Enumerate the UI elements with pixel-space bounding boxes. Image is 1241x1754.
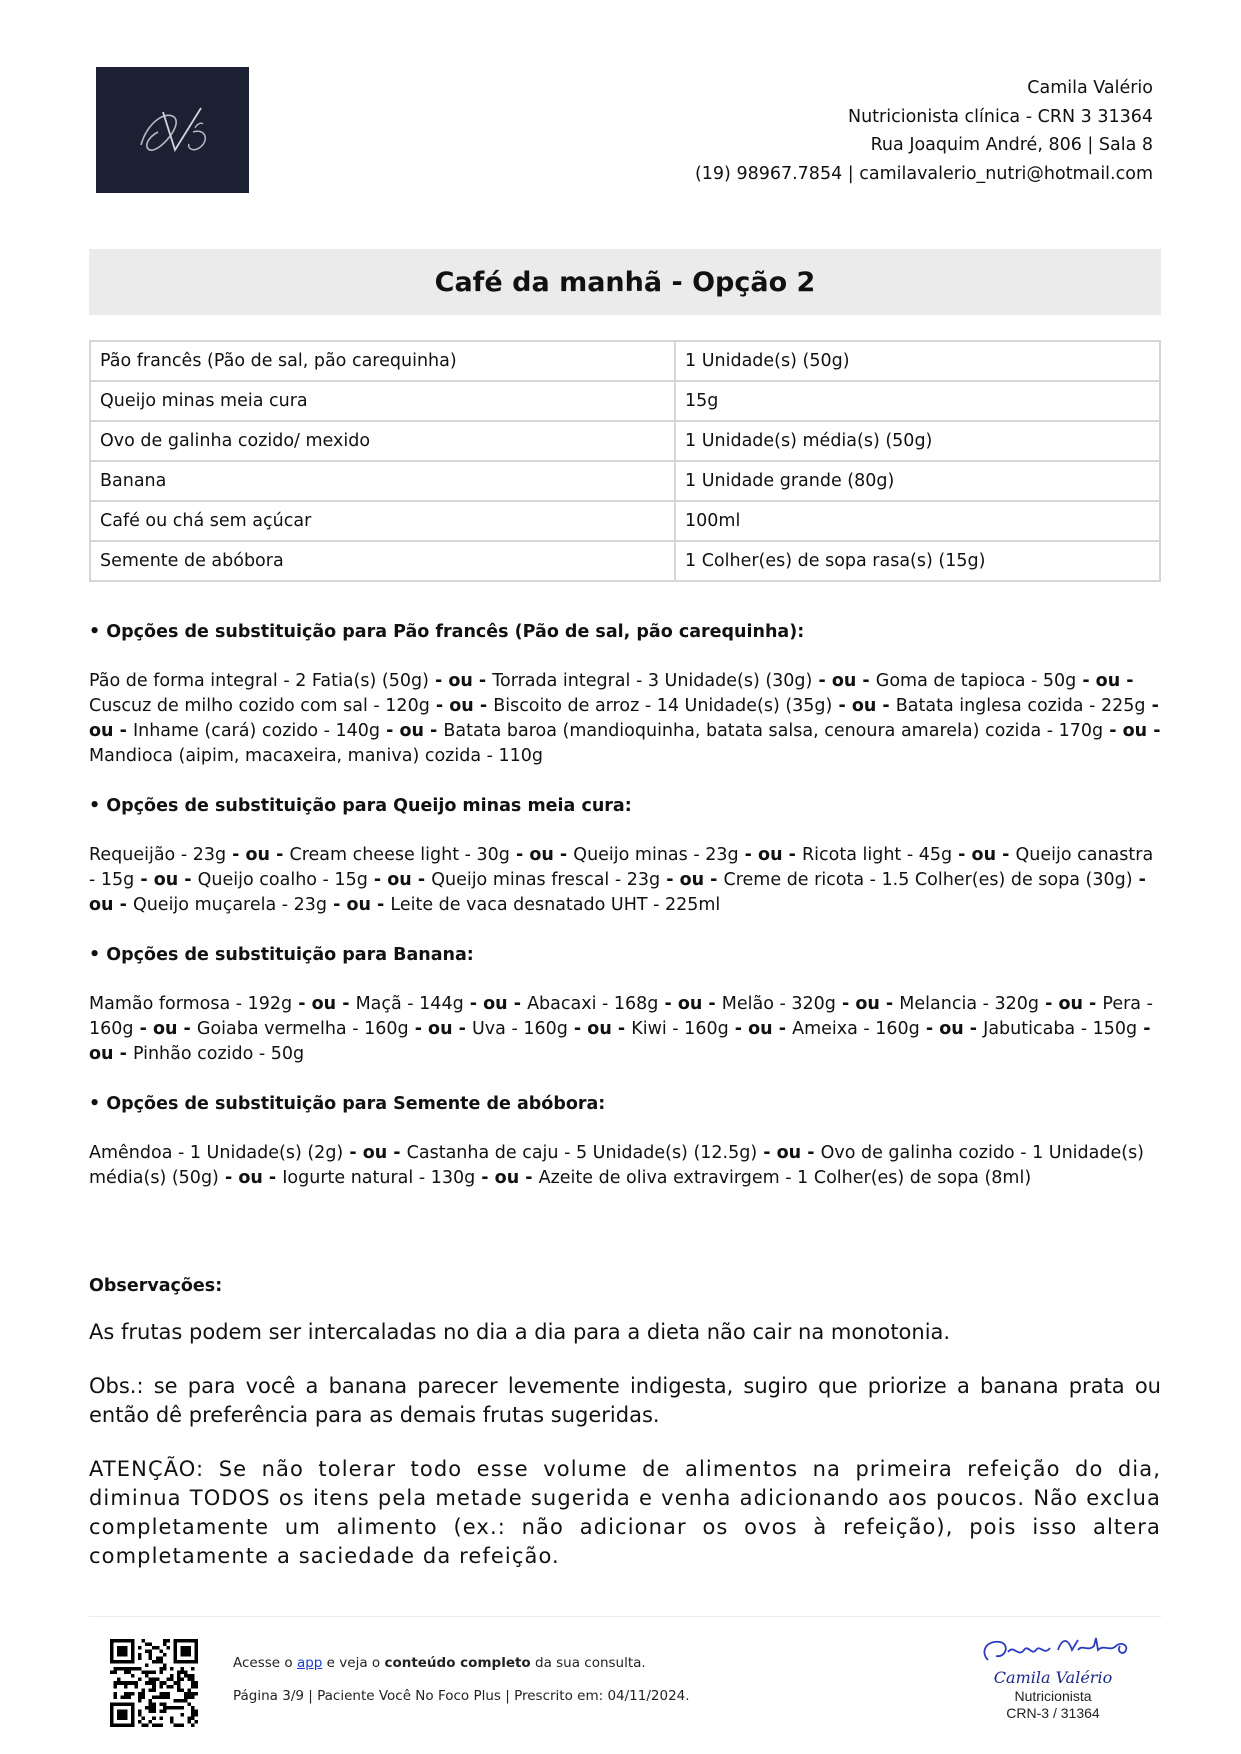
substitution-option: Goiaba vermelha - 160g: [196, 1019, 409, 1039]
footer-access-suffix: da sua consulta.: [535, 1655, 646, 1671]
food-quantity-cell: 15g: [675, 381, 1160, 421]
meal-title: Café da manhã - Opção 2: [89, 249, 1161, 315]
substitution-options: [89, 669, 1161, 769]
observation-paragraph: As frutas podem ser intercaladas no dia a dia para a dieta não cair na monotonia.: [89, 1320, 951, 1344]
table-row: [90, 381, 1160, 421]
or-separator: - ou -: [1103, 721, 1161, 741]
substitution-block: [89, 943, 1161, 1067]
substitution-option: Batata inglesa cozida - 225g: [895, 696, 1146, 716]
or-separator: - ou -: [757, 1143, 821, 1163]
substitution-option: Pera - 160g: [89, 994, 1153, 1039]
signature-stamp: [978, 1630, 1148, 1742]
app-link[interactable]: app: [296, 1655, 323, 1671]
footer-access-bold: conteúdo completo: [384, 1655, 531, 1671]
or-separator: - ou -: [567, 1019, 632, 1039]
substitution-option: Ricota light - 45g: [801, 845, 953, 865]
food-quantity-cell: 100ml: [675, 501, 1160, 541]
brand-logo: [96, 67, 249, 193]
or-separator: - ou -: [475, 1168, 539, 1188]
food-name-cell: Banana: [90, 461, 675, 501]
substitution-option: Creme de ricota - 1.5 Colher(es) de sopa (30g): [723, 870, 1133, 890]
or-separator: - ou -: [1076, 671, 1134, 691]
or-separator: - ou -: [408, 1019, 472, 1039]
footer-text: [233, 1654, 690, 1705]
substitution-option: Castanha de caju - 5 Unidade(s) (12.5g): [406, 1143, 758, 1163]
substitution-heading: • Opções de substituição para Banana:: [89, 945, 474, 965]
substitution-option: Uva - 160g: [472, 1019, 568, 1039]
substitution-option: Ameixa - 160g: [792, 1019, 920, 1039]
substitution-option: Mamão formosa - 192g: [89, 994, 293, 1014]
footer-access-prefix: Acesse o: [233, 1655, 293, 1671]
or-separator: - ou -: [835, 994, 900, 1014]
qr-code-icon[interactable]: [110, 1639, 198, 1727]
office-address: Rua Joaquim André, 806 | Sala 8: [870, 135, 1153, 155]
food-quantity-cell: 1 Unidade(s) (50g): [675, 341, 1160, 381]
substitution-option: Kiwi - 160g: [631, 1019, 729, 1039]
observations-section: [89, 1274, 1161, 1596]
meal-items-table: [89, 340, 1161, 582]
or-separator: - ou -: [380, 721, 444, 741]
substitution-options: [89, 843, 1161, 918]
substitution-block: [89, 1092, 1161, 1191]
substitution-option: Pinhão cozido - 50g: [132, 1044, 305, 1064]
or-separator: - ou -: [832, 696, 896, 716]
substitution-option: Queijo muçarela - 23g: [132, 895, 328, 915]
or-separator: - ou -: [367, 870, 432, 890]
nutritionist-name: Camila Valério: [1027, 78, 1153, 98]
observation-warning: ATENÇÃO: Se não tolerar todo esse volume de alimentos na primeira refeição do dia, diminua TODOS os itens pela metade sugerida e venha adicionando aos poucos. Não exclua completamente um alimento (ex.: não adicionar os ovos à refeição), pois isso altera completamente a saciedade da refeição.: [89, 1457, 1161, 1568]
substitution-option: Iogurte natural - 130g: [282, 1168, 476, 1188]
substitution-block: [89, 794, 1161, 918]
or-separator: - ou -: [728, 1019, 793, 1039]
substitution-heading: • Opções de substituição para Queijo minas meia cura:: [89, 796, 632, 816]
or-separator: - ou -: [952, 845, 1016, 865]
or-separator: - ou -: [218, 1168, 283, 1188]
handwritten-signature-icon: [978, 1630, 1148, 1670]
food-quantity-cell: 1 Unidade(s) média(s) (50g): [675, 421, 1160, 461]
or-separator: - ou -: [343, 1143, 407, 1163]
substitution-option: Biscoito de arroz - 14 Unidade(s) (35g): [493, 696, 833, 716]
substitution-block: [89, 620, 1161, 769]
signature-crn: CRN-3 / 31364: [1006, 1705, 1100, 1721]
food-name-cell: Café ou chá sem açúcar: [90, 501, 675, 541]
substitution-option: Melão - 320g: [721, 994, 836, 1014]
footer-page-info: Página 3/9 | Paciente Você No Foco Plus | Prescrito em: 04/11/2024.: [233, 1688, 690, 1704]
substitution-heading: • Opções de substituição para Semente de abóbora:: [89, 1094, 606, 1114]
observations-title: Observações:: [89, 1276, 223, 1296]
substitution-option: Queijo minas - 23g: [573, 845, 739, 865]
substitution-option: Maçã - 144g: [355, 994, 464, 1014]
substitution-option: Torrada integral - 3 Unidade(s) (30g): [492, 671, 813, 691]
food-name-cell: Semente de abóbora: [90, 541, 675, 581]
or-separator: - ou -: [658, 994, 722, 1014]
signature-name: Camila Valério: [993, 1668, 1113, 1687]
or-separator: - ou -: [134, 870, 198, 890]
substitution-option: Goma de tapioca - 50g: [875, 671, 1077, 691]
table-row: [90, 341, 1160, 381]
or-separator: - ou -: [89, 696, 1159, 741]
or-separator: - ou -: [509, 845, 574, 865]
or-separator: - ou -: [133, 1019, 197, 1039]
substitution-option: Abacaxi - 168g: [527, 994, 659, 1014]
footer-divider: [89, 1616, 1161, 1617]
or-separator: - ou -: [1039, 994, 1103, 1014]
or-separator: - ou -: [812, 671, 876, 691]
or-separator: - ou -: [327, 895, 391, 915]
substitution-option: Melancia - 320g: [899, 994, 1039, 1014]
or-separator: - ou -: [428, 671, 493, 691]
or-separator: - ou -: [89, 870, 1146, 915]
substitution-options: [89, 1141, 1161, 1191]
or-separator: - ou -: [226, 845, 290, 865]
observation-paragraph: Obs.: se para você a banana parecer levemente indigesta, sugiro que priorize a banana prata ou então dê preferência para as demais frutas sugeridas.: [89, 1374, 1161, 1427]
nutritionist-role: Nutricionista clínica - CRN 3 31364: [848, 106, 1153, 127]
or-separator: - ou -: [463, 994, 528, 1014]
footer-access-line: [233, 1654, 690, 1672]
or-separator: - ou -: [660, 870, 724, 890]
substitution-option: Queijo canastra - 15g: [89, 845, 1154, 890]
substitution-option: Inhame (cará) cozido - 140g: [132, 721, 381, 741]
substitution-option: Ovo de galinha cozido - 1 Unidade(s) média(s) (50g): [89, 1143, 1145, 1188]
substitution-option: Requeijão - 23g: [89, 845, 227, 865]
or-separator: - ou -: [429, 696, 494, 716]
substitution-option: Cuscuz de milho cozido com sal - 120g: [89, 696, 430, 716]
table-row: [90, 541, 1160, 581]
substitution-option: Pão de forma integral - 2 Fatia(s) (50g): [89, 671, 429, 691]
or-separator: - ou -: [919, 1019, 984, 1039]
substitutions-section: [89, 620, 1161, 1216]
substitution-option: Leite de vaca desnatado UHT - 225ml: [390, 895, 721, 915]
food-name-cell: Queijo minas meia cura: [90, 381, 675, 421]
contact-info: (19) 98967.7854 | camilavalerio_nutri@hotmail.com: [694, 163, 1153, 184]
food-quantity-cell: 1 Unidade grande (80g): [675, 461, 1160, 501]
table-row: [90, 461, 1160, 501]
table-row: [90, 421, 1160, 461]
substitution-option: Amêndoa - 1 Unidade(s) (2g): [89, 1143, 344, 1163]
food-name-cell: Ovo de galinha cozido/ mexido: [90, 421, 675, 461]
substitution-option: Queijo minas frescal - 23g: [431, 870, 661, 890]
food-name-cell: Pão francês (Pão de sal, pão carequinha): [90, 341, 675, 381]
substitution-option: Azeite de oliva extravirgem - 1 Colher(es) de sopa (8ml): [538, 1168, 1032, 1188]
or-separator: - ou -: [89, 1019, 1151, 1064]
substitution-options: [89, 992, 1161, 1067]
substitution-option: Jabuticaba - 150g: [983, 1019, 1138, 1039]
or-separator: - ou -: [292, 994, 356, 1014]
or-separator: - ou -: [738, 845, 802, 865]
substitution-option: Cream cheese light - 30g: [289, 845, 510, 865]
substitution-option: Mandioca (aipim, macaxeira, maniva) cozida - 110g: [89, 746, 544, 766]
substitution-option: Batata baroa (mandioquinha, batata salsa, cenoura amarela) cozida - 170g: [443, 721, 1104, 741]
table-row: [90, 501, 1160, 541]
header-contact-block: [695, 74, 1153, 188]
footer-access-middle: e veja o: [326, 1655, 381, 1671]
food-quantity-cell: 1 Colher(es) de sopa rasa(s) (15g): [675, 541, 1160, 581]
substitution-option: Queijo coalho - 15g: [197, 870, 368, 890]
signature-role: Nutricionista: [1014, 1688, 1092, 1704]
logo-monogram-icon: [123, 90, 223, 170]
substitution-heading: • Opções de substituição para Pão francês (Pão de sal, pão carequinha):: [89, 622, 805, 642]
